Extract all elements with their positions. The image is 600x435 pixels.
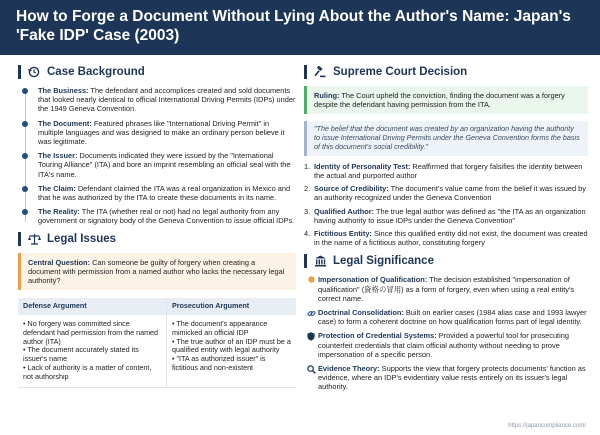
magnifier-icon (304, 364, 318, 392)
significance-text: Supports the view that forgery protects documents' function as evidence, where an IDP's evidentiary value rests entirely on its issuer's legal authority. (318, 364, 586, 392)
timeline-dot (22, 209, 28, 215)
point-label: Qualified Author: (314, 206, 375, 216)
prosecution-point: • The document's appearance mimicked an official IDP (171, 319, 268, 337)
courthouse-icon (313, 254, 327, 268)
section-accent-bar (18, 65, 21, 79)
section-accent-bar (304, 254, 307, 268)
significance-label: Evidence Theory: (318, 364, 380, 374)
court-quote: "The belief that the document was created by an organization having the authority to issue International Driving Permits under the Geneva Convention forms the basis of this document's social credibility." (304, 121, 588, 155)
point-label: Source of Credibility: (314, 184, 389, 194)
significance-text: Provided a powerful tool for prosecuting counterfeit credentials that claim official authority without needing to prove impersonation of a specific person. (318, 331, 569, 359)
legal-significance-title: Legal Significance (333, 255, 434, 268)
timeline-label: The Reality: (38, 207, 80, 217)
defense-point: • The document accurately stated its issuer's name (23, 345, 139, 364)
timeline-text: Defendant claimed the ITA was a real organization in Mexico and that he was authorized by the ITA to create these documents in its name. (38, 183, 291, 203)
prosecution-cell (166, 315, 296, 387)
significance-item (304, 331, 588, 359)
scales-icon (27, 232, 41, 246)
significance-item (304, 275, 588, 303)
point-label: Fictitious Entity: (314, 229, 372, 239)
section-accent-bar (304, 65, 307, 79)
arguments-table (18, 298, 296, 387)
dot-icon (304, 275, 318, 303)
decision-point (304, 207, 588, 225)
defense-header: Defense Argument (18, 298, 166, 315)
point-number: 2. (304, 184, 311, 194)
significance-item (304, 364, 588, 392)
significance-text: The decision established "impersonation of qualification" (資格の冒用) as a form of forgery, even when using a real entity's correct name. (318, 275, 575, 303)
prosecution-point: • "ITA as authorized issuer" is fictitious and non-existent (171, 354, 266, 373)
point-text: The true legal author was defined as "the ITA as an organization having authority to issue IDPs under the Geneva Convention" (314, 206, 586, 225)
decision-point (304, 162, 588, 180)
timeline-text: Documents indicated they were issued by the "International Touring Alliance" (ITA) and bore an imprint resembling an official seal with the ITA's name. (38, 151, 291, 179)
timeline-label: The Claim: (38, 183, 76, 193)
point-label: Identity of Personality Test: (314, 161, 411, 171)
ruling-callout (304, 86, 588, 114)
timeline-text: The defendant and accomplices created and sold documents that looked nearly identical to official International Driving Permits (IDPs) under the 1949 Geneva Convention. (38, 86, 296, 114)
arguments-row (18, 315, 296, 387)
section-accent-bar (18, 232, 21, 246)
legal-issues-title: Legal Issues (47, 232, 117, 245)
decision-points (304, 162, 588, 248)
supreme-court-title: Supreme Court Decision (333, 66, 468, 78)
timeline-text: The ITA (whether real or not) had no legal authority from any government or signatory body of the Geneva Convention to issue official IDPs. (38, 207, 295, 226)
shield-icon (304, 331, 318, 359)
significance-label: Doctrinal Consolidation: (318, 308, 404, 318)
defense-point: • No forgery was committed since defendant had permission from the named author (ITA) (23, 319, 159, 346)
timeline-item (38, 184, 296, 202)
link-icon (304, 308, 318, 326)
timeline-label: The Business: (38, 86, 89, 95)
defense-cell (18, 315, 166, 387)
case-background-heading (18, 64, 296, 80)
decision-point (304, 184, 588, 202)
point-number: 3. (304, 206, 311, 216)
timeline-item (38, 151, 296, 179)
point-number: 1. (304, 161, 311, 171)
timeline-item (38, 119, 296, 147)
timeline-dot (22, 186, 28, 192)
timeline-label: The Document: (38, 118, 92, 128)
point-text: Reaffirmed that forgery falsifies the identity between the actual and purported author (314, 161, 583, 180)
page-header (0, 0, 600, 55)
prosecution-header: Prosecution Argument (166, 298, 296, 315)
case-background-timeline (18, 86, 296, 226)
history-icon (27, 65, 41, 79)
timeline-item (38, 207, 296, 225)
significance-text: Built on earlier cases (1984 alias case and 1993 lawyer case) to form a coherent doctrine on how qualification forms part of legal identity. (318, 308, 587, 327)
point-number: 4. (304, 229, 311, 239)
legal-issues-heading (18, 231, 296, 247)
left-column (18, 64, 296, 388)
supreme-court-heading (304, 64, 588, 80)
ruling-label: Ruling: (314, 91, 340, 100)
central-question-callout (18, 253, 296, 291)
timeline-label: The Issuer: (38, 151, 78, 161)
gavel-icon (313, 65, 327, 79)
point-text: Since this qualified entity did not exist, the document was created in the name of a fictitious author, constituting forgery (314, 229, 588, 248)
timeline-text: Featured phrases like "International Driving Permit" in multiple languages and was designed to make an ordinary person believe it was legitimate. (38, 118, 285, 147)
central-question-text: Can someone be guilty of forgery when creating a document with permission from a named author who lacks the necessary legal authority? (28, 257, 285, 286)
right-column (304, 64, 588, 397)
timeline-dot (22, 88, 28, 94)
significance-label: Protection of Credential Systems: (318, 331, 437, 341)
significance-item (304, 308, 588, 326)
defense-point: • Lack of authority is a matter of content, not authorship (23, 363, 152, 381)
decision-point (304, 229, 588, 247)
central-question-label: Central Question: (28, 257, 91, 267)
page-title: How to Forge a Document Without Lying About the Author's Name: Japan's 'Fake IDP' Case (2003) (16, 8, 571, 44)
legal-significance-heading (304, 253, 588, 269)
point-text: The document's value came from the belief it was issued by an authority recognized under the Geneva Convention (314, 184, 586, 203)
arguments-header-row (18, 298, 296, 315)
footer-url[interactable]: https://japancompliance.com/ (508, 423, 586, 429)
timeline-item (38, 86, 296, 114)
timeline-dot (22, 153, 28, 159)
timeline-dot (22, 121, 28, 127)
significance-label: Impersonation of Qualification: (318, 275, 428, 285)
ruling-text: The Court upheld the conviction, finding the document was a forgery despite the defendant having permission from the ITA. (314, 91, 565, 110)
prosecution-point: • The true author of an IDP must be a qualified entity with legal authority (171, 336, 291, 355)
case-background-title: Case Background (47, 66, 145, 78)
